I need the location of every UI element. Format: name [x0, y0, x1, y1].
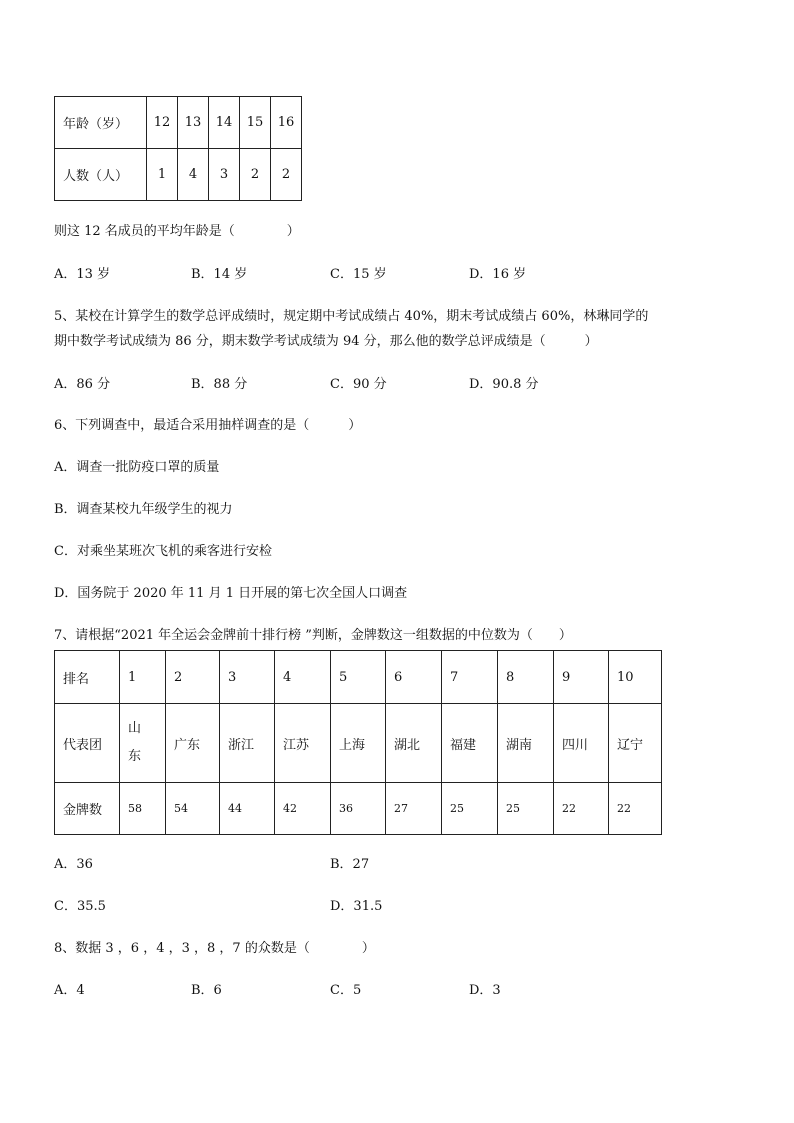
team-cell: 辽宁 — [609, 704, 662, 783]
team-row — [55, 704, 662, 783]
age-table — [54, 96, 302, 201]
q4-stem: 则这 12 名成员的平均年龄是（ ） — [54, 224, 300, 239]
rank-cell: 4 — [275, 651, 331, 704]
q8-stem: 8、数据 3 ，6 ，4 ，3 ，8 ，7 的众数是（ ） — [54, 941, 375, 956]
q5-stem-line1: 5、某校在计算学生的数学总评成绩时，规定期中考试成绩占 40%，期末考试成绩占 60%，林琳同学的 — [54, 309, 649, 324]
q6-stem: 6、下列调查中，最适合采用抽样调查的是（ ） — [54, 418, 362, 433]
rank-cell: 9 — [554, 651, 609, 704]
gold-row — [55, 783, 662, 835]
rank-label: 排名 — [55, 651, 120, 704]
team-cell — [120, 704, 166, 783]
rank-cell: 8 — [498, 651, 554, 704]
q8-option-d: D．3 — [469, 983, 501, 998]
q7-option-c: C．35.5 — [54, 899, 106, 914]
team-cell: 上海 — [331, 704, 386, 783]
gold-cell: 25 — [442, 783, 498, 835]
q8-option-a: A．4 — [54, 983, 85, 998]
q5-option-c: C．90 分 — [330, 377, 387, 392]
team-cell: 江苏 — [275, 704, 331, 783]
count-cell: 2 — [240, 149, 271, 201]
gold-cell: 36 — [331, 783, 386, 835]
team-name: 山东 — [128, 721, 142, 764]
gold-cell: 58 — [120, 783, 166, 835]
age-cell: 13 — [178, 97, 209, 149]
rank-cell: 6 — [386, 651, 442, 704]
gold-label: 金牌数 — [55, 783, 120, 835]
q7-option-d: D．31.5 — [330, 899, 383, 914]
rank-cell: 5 — [331, 651, 386, 704]
gold-medal-table — [54, 650, 662, 835]
q6-option-d: D．国务院于 2020 年 11 月 1 日开展的第七次全国人口调查 — [54, 586, 408, 601]
rank-cell: 1 — [120, 651, 166, 704]
team-cell: 湖北 — [386, 704, 442, 783]
team-cell: 浙江 — [220, 704, 275, 783]
gold-cell: 22 — [554, 783, 609, 835]
team-cell: 福建 — [442, 704, 498, 783]
q4-option-d: D．16 岁 — [469, 267, 527, 282]
q8-option-b: B．6 — [191, 983, 222, 998]
count-cell: 2 — [271, 149, 302, 201]
rank-cell: 10 — [609, 651, 662, 704]
q4-option-a: A．13 岁 — [54, 267, 111, 282]
count-cell: 4 — [178, 149, 209, 201]
team-cell: 湖南 — [498, 704, 554, 783]
count-row — [55, 149, 302, 201]
count-cell: 3 — [209, 149, 240, 201]
q7-option-b: B．27 — [330, 857, 370, 872]
q6-option-b: B．调查某校九年级学生的视力 — [54, 502, 233, 517]
gold-cell: 42 — [275, 783, 331, 835]
rank-cell: 2 — [166, 651, 220, 704]
count-header-label: 人数（人） — [55, 149, 147, 201]
rank-row — [55, 651, 662, 704]
q6-option-c: C．对乘坐某班次飞机的乘客进行安检 — [54, 544, 272, 559]
q5-option-a: A．86 分 — [54, 377, 111, 392]
age-row — [55, 97, 302, 149]
q5-stem-line2: 期中数学考试成绩为 86 分，期末数学考试成绩为 94 分，那么他的数学总评成绩是（ ） — [54, 334, 598, 349]
rank-cell: 3 — [220, 651, 275, 704]
gold-cell: 27 — [386, 783, 442, 835]
q7-option-a: A．36 — [54, 857, 93, 872]
count-cell: 1 — [147, 149, 178, 201]
q7-stem: 7、请根据“2021 年全运会金牌前十排行榜 ”判断，金牌数这一组数据的中位数为（ ） — [54, 628, 572, 643]
q5-option-b: B．88 分 — [191, 377, 248, 392]
age-cell: 15 — [240, 97, 271, 149]
age-header-label: 年龄（岁） — [55, 97, 147, 149]
age-cell: 16 — [271, 97, 302, 149]
age-cell: 12 — [147, 97, 178, 149]
q5-option-d: D．90.8 分 — [469, 377, 539, 392]
q4-option-c: C．15 岁 — [330, 267, 387, 282]
team-label: 代表团 — [55, 704, 120, 783]
q6-option-a: A．调查一批防疫口罩的质量 — [54, 460, 220, 475]
q8-option-c: C．5 — [330, 983, 362, 998]
gold-cell: 44 — [220, 783, 275, 835]
team-cell: 四川 — [554, 704, 609, 783]
gold-cell: 54 — [166, 783, 220, 835]
age-cell: 14 — [209, 97, 240, 149]
gold-cell: 25 — [498, 783, 554, 835]
rank-cell: 7 — [442, 651, 498, 704]
gold-cell: 22 — [609, 783, 662, 835]
q4-option-b: B．14 岁 — [191, 267, 248, 282]
team-cell: 广东 — [166, 704, 220, 783]
